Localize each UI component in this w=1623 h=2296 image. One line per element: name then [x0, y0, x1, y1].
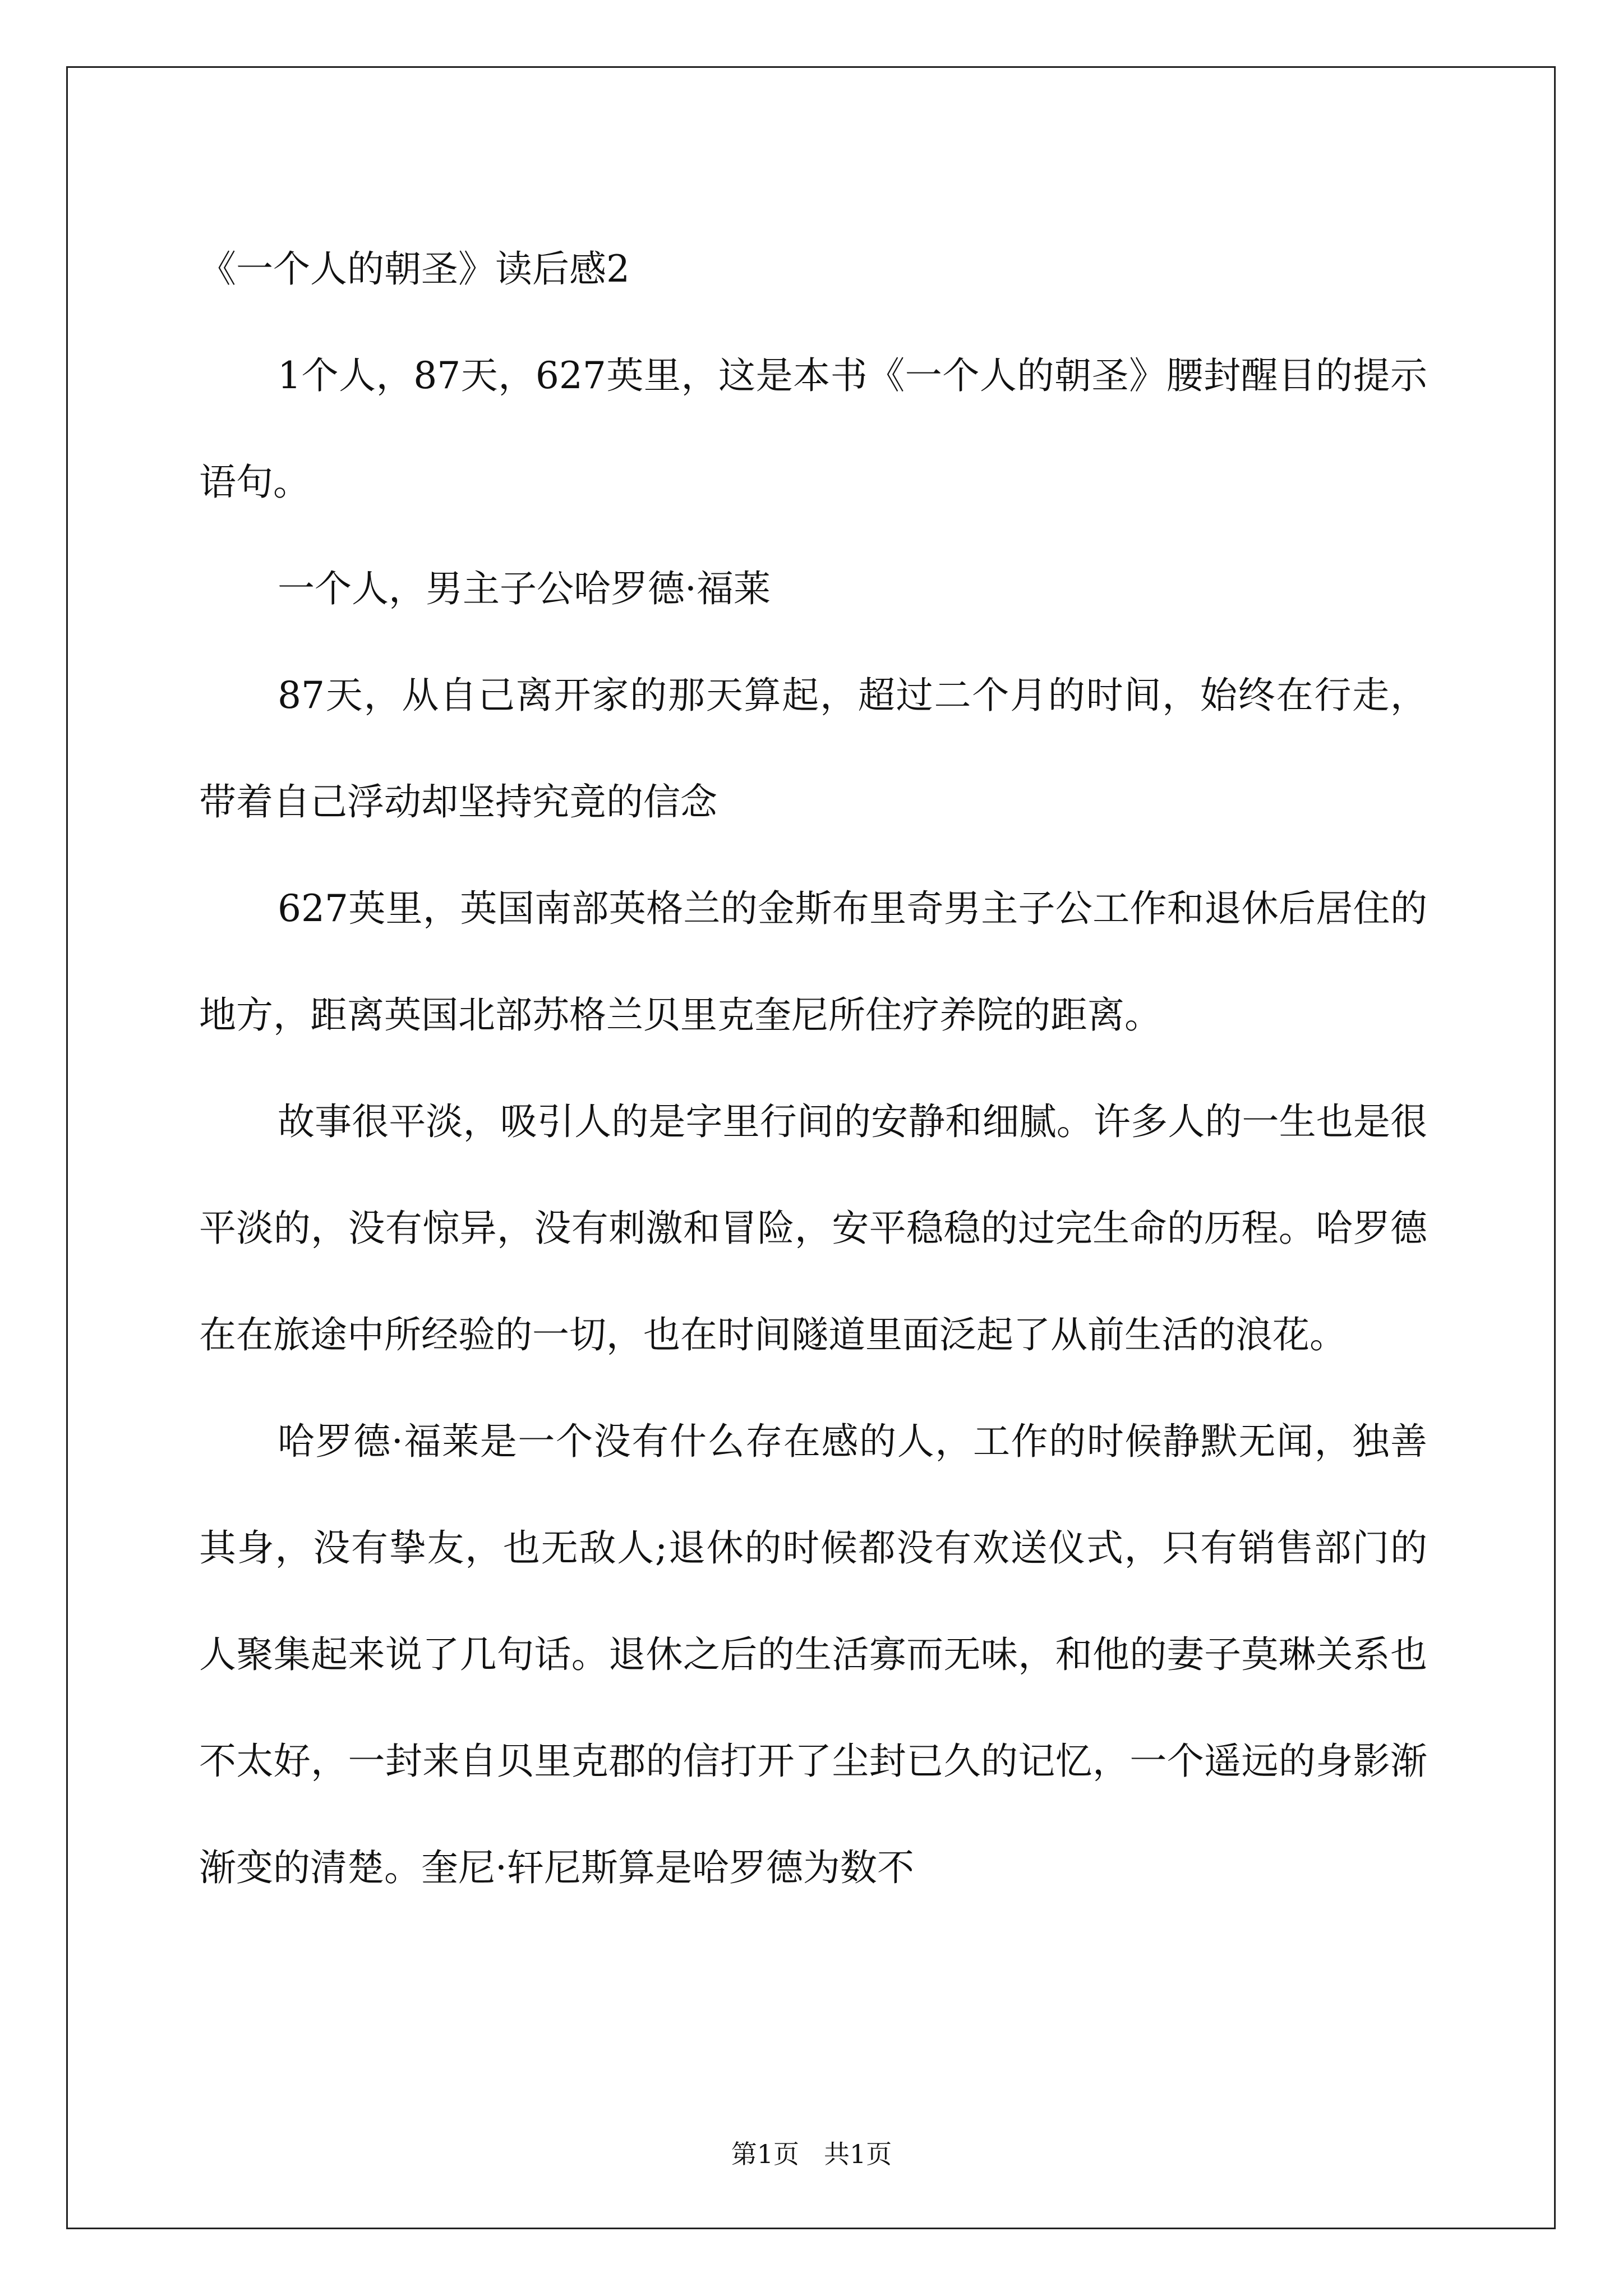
document-body [199, 216, 1427, 1921]
paragraph: 1个人，87天，627英里，这是本书《一个人的朝圣》腰封醒目的提示语句。 [199, 354, 1427, 504]
page-total: 共1页 [823, 2139, 892, 2169]
document-title: 《一个人的朝圣》读后感2 [199, 247, 630, 291]
paragraph: 87天，从自己离开家的那天算起，超过二个月的时间，始终在行走，带着自己浮动却坚持究竟的信念 [199, 674, 1427, 823]
paragraph: 627英里，英国南部英格兰的金斯布里奇男主子公工作和退休后居住的地方，距离英国北部苏格兰贝里克奎尼所住疗养院的距离。 [199, 887, 1427, 1037]
page-footer [0, 2137, 1623, 2171]
page-number: 第1页 [731, 2139, 800, 2169]
paragraph: 故事很平淡，吸引人的是字里行间的安静和细腻。许多人的一生也是很平淡的，没有惊异，没有刺激和冒险，安平稳稳的过完生命的历程。哈罗德在在旅途中所经验的一切，也在时间隧道里面泛起了从前生活的浪花。 [199, 1100, 1427, 1356]
paragraph: 哈罗德·福莱是一个没有什么存在感的人，工作的时候静默无闻，独善其身，没有挚友，也无敌人;退休的时候都没有欢送仪式，只有销售部门的人聚集起来说了几句话。退休之后的生活寡而无味，和他的妻子莫琳关系也不太好，一封来自贝里克郡的信打开了尘封已久的记忆，一个遥远的身影渐渐变的清楚。奎尼·轩尼斯算是哈罗德为数不 [199, 1420, 1427, 1889]
paragraph: 一个人，男主子公哈罗德·福莱 [278, 567, 771, 610]
